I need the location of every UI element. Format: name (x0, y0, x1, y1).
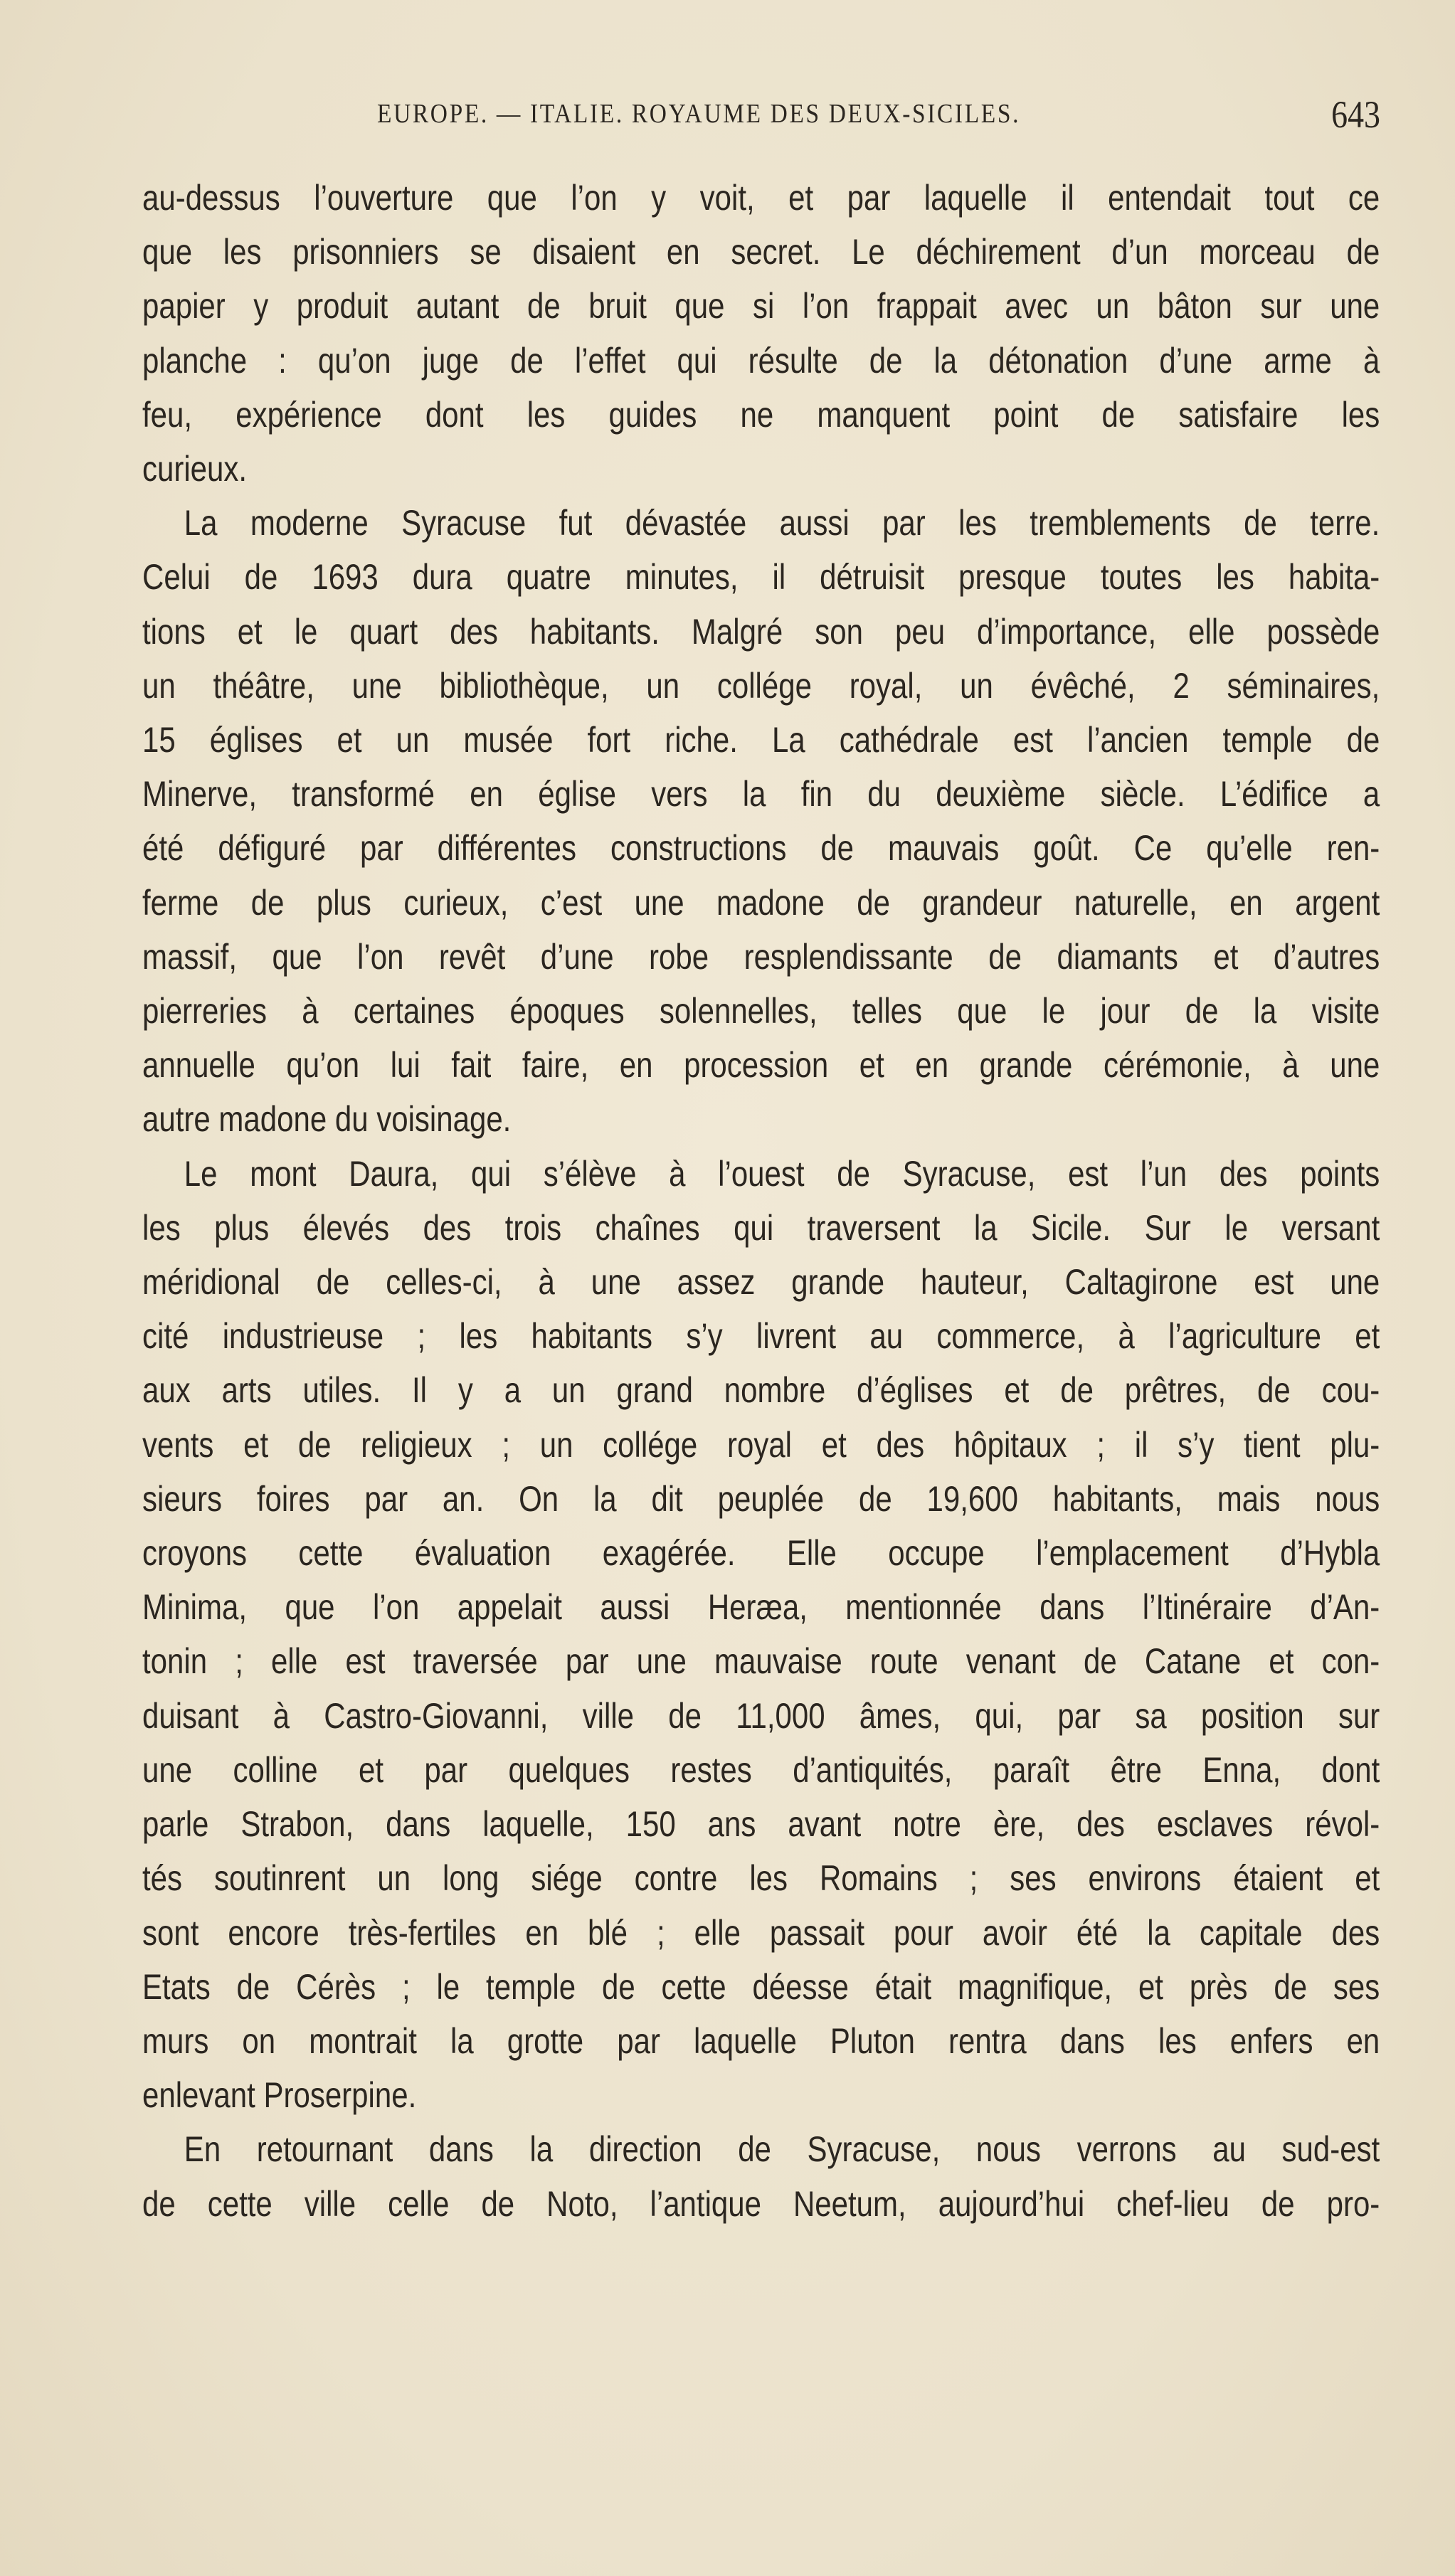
text-line: les plus élevés des trois chaînes qui traversent la Sicile. Sur le versant (142, 1207, 1380, 1248)
text-line: sieurs foires par an. On la dit peuplée de 19,600 habitants, mais nous (142, 1478, 1380, 1519)
text-line: tions et le quart des habitants. Malgré son peu d’importance, elle possède (142, 611, 1380, 652)
text-line: papier y produit autant de bruit que si l’on frappait avec un bâton sur une (142, 286, 1380, 327)
text-line: massif, que l’on revêt d’une robe resplendissante de diamants et d’autres (142, 936, 1380, 977)
text-line: planche : qu’on juge de l’effet qui résulte de la détonation d’une arme à (142, 340, 1380, 381)
text-line: Minerve, transformé en église vers la fin du deuxième siècle. L’édifice a (142, 774, 1380, 815)
text-line: tés soutinrent un long siége contre les Romains ; ses environs étaient et (142, 1858, 1380, 1899)
text-line: aux arts utiles. Il y a un grand nombre d’églises et de prêtres, de cou- (142, 1370, 1380, 1411)
text-line: ferme de plus curieux, c’est une madone de grandeur naturelle, en argent (142, 882, 1380, 923)
body-text (142, 171, 1380, 2231)
text-line: enlevant Proserpine. (142, 2075, 417, 2116)
running-head: EUROPE. — ITALIE. ROYAUME DES DEUX-SICILES. (377, 99, 1021, 129)
text-line: Le mont Daura, qui s’élève à l’ouest de Syracuse, est l’un des points (184, 1153, 1380, 1194)
text-line: Minima, que l’on appelait aussi Heræa, mentionnée dans l’Itinéraire d’An- (142, 1587, 1380, 1628)
text-line: annuelle qu’on lui fait faire, en procession et en grande cérémonie, à une (142, 1045, 1380, 1086)
text-line: une colline et par quelques restes d’antiquités, paraît être Enna, dont (142, 1749, 1380, 1790)
text-line: tonin ; elle est traversée par une mauvaise route venant de Catane et con- (142, 1641, 1380, 1682)
text-line: duisant à Castro-Giovanni, ville de 11,000 âmes, qui, par sa position sur (142, 1695, 1380, 1736)
text-line: curieux. (142, 449, 248, 489)
text-line: sont encore très-fertiles en blé ; elle passait pour avoir été la capitale des (142, 1912, 1380, 1953)
page-number: 643 (1331, 93, 1380, 136)
text-line: La moderne Syracuse fut dévastée aussi par les tremblements de terre. (184, 503, 1380, 544)
text-line: En retournant dans la direction de Syracuse, nous verrons au sud-est (184, 2129, 1380, 2170)
text-line: Etats de Cérès ; le temple de cette déesse était magnifique, et près de ses (142, 1966, 1380, 2007)
text-line: parle Strabon, dans laquelle, 150 ans avant notre ère, des esclaves révol- (142, 1804, 1380, 1845)
text-line: 15 églises et un musée fort riche. La cathédrale est l’ancien temple de (142, 720, 1380, 760)
text-line: feu, expérience dont les guides ne manquent point de satisfaire les (142, 394, 1380, 435)
text-line: cité industrieuse ; les habitants s’y livrent au commerce, à l’agriculture et (142, 1316, 1380, 1357)
text-line: croyons cette évaluation exagérée. Elle occupe l’emplacement d’Hybla (142, 1533, 1380, 1574)
text-line: vents et de religieux ; un collége royal et des hôpitaux ; il s’y tient plu- (142, 1424, 1380, 1465)
text-line: un théâtre, une bibliothèque, un collége royal, un évêché, 2 séminaires, (142, 665, 1380, 706)
text-block (142, 171, 1380, 2231)
text-line: autre madone du voisinage. (142, 1099, 512, 1140)
text-line: de cette ville celle de Noto, l’antique Neetum, aujourd’hui chef-lieu de pro- (142, 2183, 1380, 2224)
page-header (142, 93, 1380, 141)
text-line: murs on montrait la grotte par laquelle Pluton rentra dans les enfers en (142, 2020, 1380, 2061)
text-line: Celui de 1693 dura quatre minutes, il détruisit presque toutes les habita- (142, 557, 1380, 598)
text-line: méridional de celles-ci, à une assez grande hauteur, Caltagirone est une (142, 1262, 1380, 1303)
text-line: été défiguré par différentes constructions de mauvais goût. Ce qu’elle ren- (142, 828, 1380, 869)
text-line: pierreries à certaines époques solennelles, telles que le jour de la visite (142, 991, 1380, 1032)
text-line: au-dessus l’ouverture que l’on y voit, et par laquelle il entendait tout ce (142, 178, 1380, 218)
text-line: que les prisonniers se disaient en secret. Le déchirement d’un morceau de (142, 232, 1380, 272)
